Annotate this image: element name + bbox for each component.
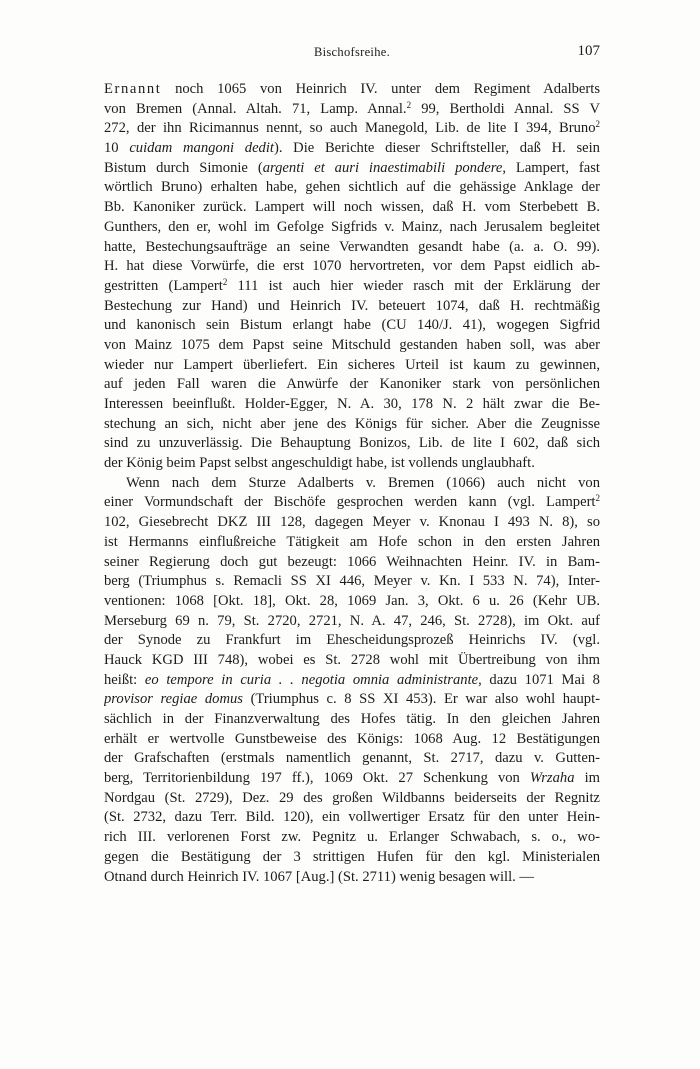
text-run: 102, Giesebrecht DKZ III 128, dagegen Meyer v. Knonau I 493 N. 8), so xyxy=(104,514,600,531)
italic-citation: cuidam mangoni dedit xyxy=(129,140,274,157)
text-run: stechung an sich, nicht aber jene des Königs für sicher. Aber die Zeugnisse xyxy=(104,415,600,432)
edition-superscript: 2 xyxy=(595,119,600,130)
text-run: erhält er wertvolle Gunstbeweise des Königs: 1068 Aug. 12 Bestätigungen xyxy=(104,730,600,747)
text-line xyxy=(104,375,600,395)
text-line xyxy=(104,553,600,573)
text-line xyxy=(104,730,600,750)
text-run: Hauck KGD III 748), wobei es St. 2728 wohl mit Übertreibung von ihm xyxy=(104,651,600,668)
text-line xyxy=(104,474,600,494)
text-line xyxy=(104,749,600,769)
italic-citation: eo tempore in curia . . negotia omnia administrante xyxy=(144,671,479,688)
text-line xyxy=(104,612,600,632)
italic-citation: Wrzaha xyxy=(529,770,575,787)
text-line xyxy=(104,218,600,238)
text-line xyxy=(104,257,600,277)
text-line xyxy=(104,415,600,435)
text-line xyxy=(104,178,600,198)
text-line xyxy=(104,710,600,730)
text-run: Gunthers, den er, wohl im Gefolge Sigfrids v. Mainz, nach Jerusalem begleitet xyxy=(104,218,600,235)
text-run: von Bremen (Annal. Altah. 71, Lamp. Annal. xyxy=(104,100,407,117)
text-line xyxy=(104,690,600,710)
italic-citation: argenti et auri inaestimabili pondere xyxy=(262,159,503,176)
text-run: ist Hermanns einflußreiche Tätigkeit am Hofe schon in den ersten Jahren xyxy=(104,533,600,550)
text-line xyxy=(104,139,600,159)
text-run: seiner Regierung doch gut bezeugt: 1066 Weihnachten Heinr. IV. in Bam- xyxy=(104,553,600,570)
page-number: 107 xyxy=(577,43,600,59)
text-run: 111 ist auch hier wieder rasch mit der Erklärung der xyxy=(227,277,600,294)
text-line xyxy=(104,454,600,474)
text-line xyxy=(104,828,600,848)
text-run: gegen die Bestätigung der 3 strittigen Hufen für den kgl. Ministerialen xyxy=(104,848,600,865)
text-run: ). Die Berichte dieser Schriftsteller, daß H. sein xyxy=(273,140,600,157)
text-run: auf jeden Fall waren die Anwürfe der Kanoniker stark von persönlichen xyxy=(104,376,600,393)
text-run: Bb. Kanoniker zurück. Lampert will noch wissen, daß H. vom Sterbebett B. xyxy=(104,199,600,216)
text-run: noch 1065 von Heinrich IV. unter dem Regiment Adalberts xyxy=(161,81,600,97)
text-run: gestritten (Lampert xyxy=(104,277,223,294)
text-run: Bistum durch Simonie ( xyxy=(104,159,263,176)
text-line xyxy=(104,769,600,789)
text-run: Otnand durch Heinrich IV. 1067 [Aug.] (St. 2711) wenig besagen will. — xyxy=(104,868,535,885)
text-run: sächlich in der Finanzverwaltung des Hofes tätig. In den gleichen Jahren xyxy=(104,711,600,727)
text-run: (Triumphus c. 8 SS XI 453). Er war also wohl haupt- xyxy=(242,691,600,708)
text-run: rich III. verlorenen Forst zw. Pegnitz u. Erlanger Schwabach, s. o., wo- xyxy=(104,829,600,846)
text-run: und kanonisch sein Bistum erlangt habe (CU 140/J. 41), wogegen Sigfrid xyxy=(104,317,600,334)
text-run: wörtlich Bruno) erhalten habe, gehen sichtlich auf die gehässige Anklage der xyxy=(104,179,600,196)
text-run: 10 xyxy=(104,140,130,157)
text-run: der Synode zu Frankfurt im Ehescheidungsprozeß Heinrichs IV. (vgl. xyxy=(104,632,600,649)
text-run: Interessen beeinflußt. Holder-Egger, N. A. 30, 178 N. 2 hält zwar die Be- xyxy=(104,396,600,412)
text-run: berg (Triumphus s. Remacli SS XI 446, Meyer v. Kn. I 533 N. 74), Inter- xyxy=(104,573,600,590)
text-line xyxy=(104,395,600,415)
text-run: sind zu unzuverlässig. Die Behauptung Bonizos, Lib. de lite I 602, daß sich xyxy=(104,435,600,452)
text-run: im xyxy=(574,770,600,787)
text-line xyxy=(104,868,600,888)
text-line xyxy=(104,651,600,671)
text-run: Merseburg 69 n. 79, St. 2720, 2721, N. A. 47, 246, St. 2728), im Okt. auf xyxy=(104,612,600,629)
text-line xyxy=(104,631,600,651)
text-run: , Lampert, fast xyxy=(502,159,600,176)
text-line xyxy=(104,434,600,454)
text-line xyxy=(104,513,600,533)
text-line xyxy=(104,493,600,513)
text-run: Bestechung zur Hand) und Heinrich IV. beteuert 1074, daß H. rechtmäßig xyxy=(104,297,600,314)
italic-citation: provisor regiae domus xyxy=(104,691,243,708)
text-run: H. hat diese Vorwürfe, die erst 1070 hervortreten, vor dem Papst eidlich ab- xyxy=(104,258,600,275)
body-text xyxy=(104,80,600,887)
text-line xyxy=(104,848,600,868)
text-run: berg, Territorienbildung 197 ff.), 1069 Okt. 27 Schenkung von xyxy=(104,770,530,787)
text-run: 99, Bertholdi Annal. SS V xyxy=(411,100,600,117)
text-line xyxy=(104,808,600,828)
text-run: hatte, Bestechungsaufträge an seine Verwandten gesandt habe (a. a. O. 99). xyxy=(104,238,600,255)
text-run: heißt: xyxy=(104,671,145,688)
edition-superscript: 2 xyxy=(595,493,600,504)
text-line xyxy=(104,671,600,691)
text-run: 272, der ihn Ricimannus nennt, so auch Manegold, Lib. de lite I 394, Bruno xyxy=(104,120,596,137)
text-run: Ernannt xyxy=(104,81,162,97)
text-run: der König beim Papst selbst angeschuldigt habe, ist vollends unglaubhaft. xyxy=(104,455,535,472)
text-run: Nordgau (St. 2729), Dez. 29 des großen Wildbanns beiderseits der Regnitz xyxy=(104,789,600,806)
text-line xyxy=(104,789,600,809)
text-line xyxy=(104,119,600,139)
text-line xyxy=(104,159,600,179)
text-run: von Mainz 1075 dem Papst seine Mitschuld gestanden haben soll, was aber xyxy=(104,336,600,353)
text-run: , dazu 1071 Mai 8 xyxy=(478,671,600,688)
text-run: wieder nur Lampert überliefert. Ein sicheres Urteil ist kaum zu gewinnen, xyxy=(104,356,600,373)
text-run: (St. 2732, dazu Terr. Bild. 120), ein vollwertiger Ersatz für den unter Hein- xyxy=(104,809,600,826)
text-run: einer Vormundschaft der Bischöfe gesprochen werden kann (vgl. Lampert xyxy=(104,494,596,511)
text-run: der Grafschaften (erstmals namentlich genannt, St. 2717, dazu v. Gutten- xyxy=(104,750,600,767)
text-line xyxy=(104,277,600,297)
text-line xyxy=(104,336,600,356)
running-head xyxy=(104,40,600,64)
text-line xyxy=(104,238,600,258)
text-run: Wenn nach dem Sturze Adalberts v. Bremen (1066) auch nicht von xyxy=(126,474,600,491)
text-line xyxy=(104,80,600,100)
running-title: Bischofsreihe. xyxy=(313,45,391,59)
text-line xyxy=(104,592,600,612)
text-run: ventionen: 1068 [Okt. 18], Okt. 28, 1069 Jan. 3, Okt. 6 u. 26 (Kehr UB. xyxy=(104,592,600,609)
text-line xyxy=(104,316,600,336)
edition-superscript: 2 xyxy=(406,99,412,110)
text-line xyxy=(104,356,600,376)
text-line xyxy=(104,533,600,553)
text-line xyxy=(104,572,600,592)
text-line xyxy=(104,100,600,120)
text-line xyxy=(104,198,600,218)
edition-superscript: 2 xyxy=(222,276,228,287)
text-line xyxy=(104,297,600,317)
